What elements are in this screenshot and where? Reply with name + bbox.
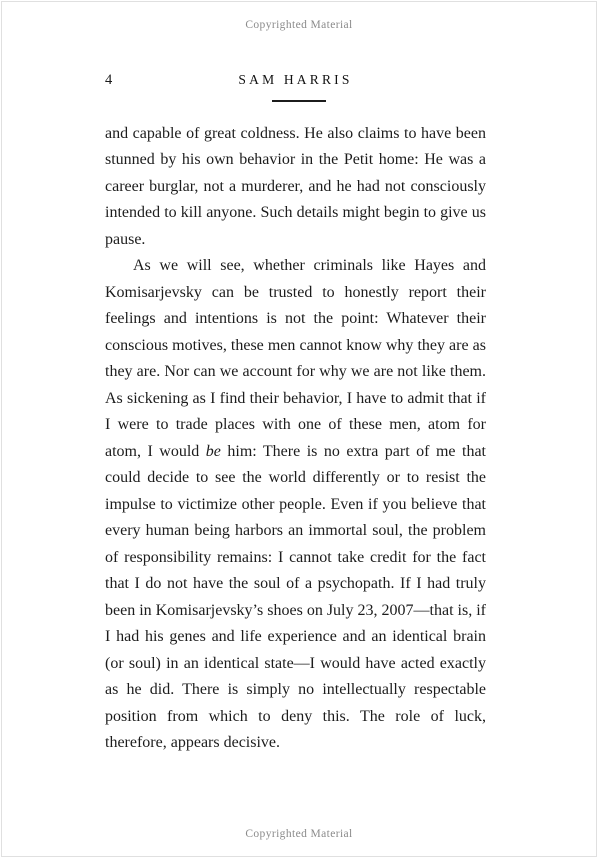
header-rule-divider (272, 100, 326, 102)
copyright-notice-bottom: Copyrighted Material (245, 828, 353, 840)
page-header (105, 71, 486, 89)
paragraph-2-after-emphasis: him: There is no extra part of me that could decide to see the world differently or to resist the impulse to victimize other people. Even if you believe that every human being harbors an immortal soul, the problem of responsibility remains: I cannot take credit for the fact that I do not have the soul of a psychopath. If I had truly been in Komisarjevsky’s shoes on July 23, 2007—that is, if I had his genes and life experience and an identical brain (or soul) in an identical state—I would have acted exactly as he did. There is simply no intellectually respectable position from which to deny this. The role of luck, therefore, appears decisive. (105, 442, 486, 751)
book-page (1, 1, 597, 857)
paragraph-2 (105, 253, 486, 757)
paragraph-1: and capable of great coldness. He also claims to have been stunned by his own behavior in the Petit home: He was a career burglar, not a murderer, and he had not consciously intended to kill anyone. Such details might begin to give us pause. (105, 124, 486, 248)
running-head: SAM HARRIS (238, 72, 353, 87)
paragraph-2-emphasis: be (205, 442, 221, 460)
copyright-notice-top: Copyrighted Material (245, 19, 353, 31)
body-text (105, 121, 486, 757)
paragraph-2-before-emphasis: As we will see, whether criminals like Hayes and Komisarjevsky can be trusted to honestly report their feelings and intentions is not the point: Whatever their conscious motives, these men cannot know why they are as they are. Nor can we account for why we are not like them. As sickening as I find their behavior, I have to admit that if I were to trade places with one of these men, atom for atom, I would (105, 257, 486, 460)
page-number: 4 (105, 72, 113, 88)
